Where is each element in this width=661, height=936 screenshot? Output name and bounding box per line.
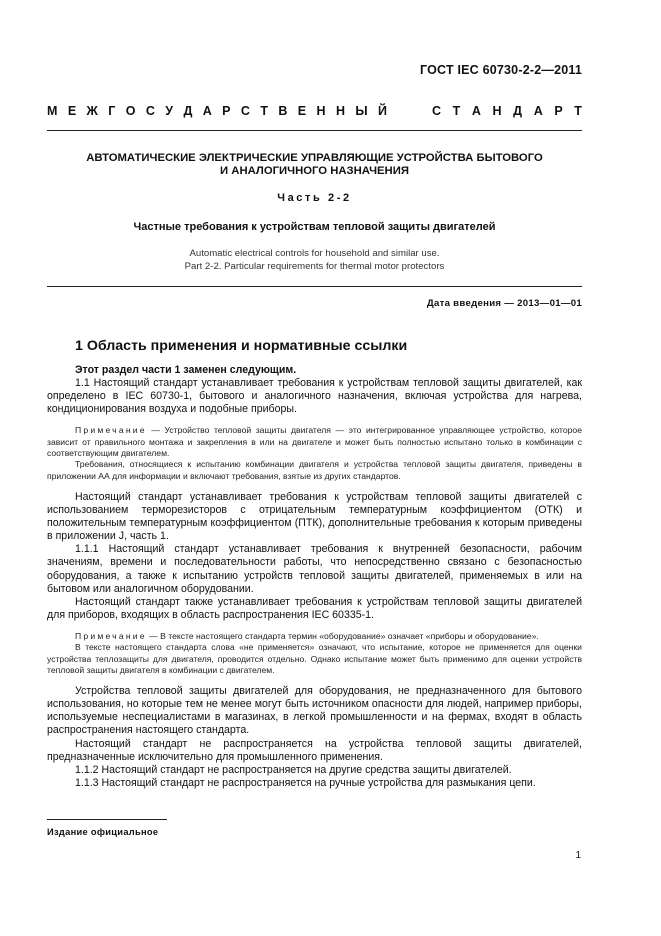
- banner-letter: С: [145, 104, 155, 118]
- banner-letter: Р: [222, 104, 231, 118]
- banner-letter: А: [471, 104, 481, 118]
- footer-divider: [47, 819, 167, 820]
- banner-letter: О: [125, 104, 136, 118]
- banner-letter: Д: [513, 104, 523, 118]
- banner-letter: Е: [67, 104, 77, 118]
- banner-letter: Р: [554, 104, 563, 118]
- paragraph-thermistors: Настоящий стандарт устанавливает требования к устройствам тепловой защиты двигателей с использованием терморезисторов с отрицательным температурным коэффициентом (ОТК) и положительным температурным коэффициентом (ПТК), дополнительные требования к которым приведены в приложении J, часть 1.: [47, 491, 582, 543]
- title-line-2: И АНАЛОГИЧНОГО НАЗНАЧЕНИЯ: [220, 165, 409, 177]
- body-text: [47, 364, 582, 790]
- banner-letter: Н: [335, 104, 345, 118]
- note-label: Примечание: [75, 630, 147, 641]
- page-number: 1: [575, 850, 581, 861]
- paragraph-1-1-2: 1.1.2 Настоящий стандарт не распространяется на другие средства защиты двигателей.: [75, 763, 512, 776]
- part-number: Часть 2-2: [277, 192, 352, 204]
- paragraph-iec60335: Настоящий стандарт также устанавливает требования к устройствам тепловой защиты двигателей для приборов, входящих в область распространения IEC 60335-1.: [47, 595, 582, 621]
- banner-letter: Т: [452, 104, 461, 118]
- header-divider: [47, 130, 582, 131]
- paragraph-1-1-3: 1.1.3 Настоящий стандарт не распространяется на ручные устройства для размыкания цепи.: [75, 776, 536, 789]
- banner-letter: Н: [316, 104, 326, 118]
- note-label: Примечание: [75, 425, 147, 436]
- title-divider: [47, 286, 582, 287]
- english-title-line-2: Part 2-2. Particular requirements for thermal motor protectors: [184, 261, 445, 272]
- edition-label: Издание официальное: [47, 827, 159, 837]
- banner-letter: С: [432, 104, 442, 118]
- banner-letter: А: [533, 104, 543, 118]
- document-subtitle: Частные требования к устройствам тепловой защиты двигателей: [133, 221, 496, 233]
- title-line-1: АВТОМАТИЧЕСКИЕ ЭЛЕКТРИЧЕСКИЕ УПРАВЛЯЮЩИЕ УСТРОЙСТВА БЫТОВОГО: [86, 152, 543, 164]
- note-1: [47, 425, 582, 459]
- banner-letter: Г: [108, 104, 116, 118]
- standard-word: [432, 104, 582, 118]
- interstate-word: [47, 104, 387, 118]
- note-1-continued: Требования, относящиеся к испытанию комбинации двигателя и устройства тепловой защиты двигателя, приведены в приложении АА для информации и включают требования, взятые из других стандартов.: [47, 459, 582, 481]
- paragraph-intro: Этот раздел части 1 заменен следующим.: [75, 364, 297, 376]
- banner-letter: Т: [260, 104, 268, 118]
- banner-letter: Ж: [86, 104, 98, 118]
- english-title: [47, 247, 582, 273]
- banner-letter: У: [165, 104, 174, 118]
- banner-letter: Н: [492, 104, 502, 118]
- introduction-date: Дата введения — 2013—01—01: [426, 298, 582, 309]
- banner-letter: Е: [297, 104, 307, 118]
- english-title-line-1: Automatic electrical controls for household and similar use.: [189, 248, 440, 259]
- banner-letter: Й: [378, 104, 387, 118]
- banner-letter: М: [47, 104, 58, 118]
- note-2: [47, 631, 582, 642]
- note-2-continued: В тексте настоящего стандарта слова «не применяется» означают, что испытание, которое не применяется для оценки устройства теплозащиты для двигателя, проводится отдельно. Однако испытание может быть применимо для оценки устройств тепловой защиты двигателя в комбинации с двигателем.: [47, 642, 582, 675]
- paragraph-1-1: 1.1 Настоящий стандарт устанавливает требования к устройствам тепловой защиты двигателей, как определено в IEC 60730-1, бытового и аналогичного назначения, включая устройства для нагрева, кондиционирования воздуха и подобные приборы.: [47, 377, 582, 416]
- note-text: — Устройство тепловой защиты двигателя — это интегрированное управляющее устройство, которое зависит от правильного монтажа и закрепления в или на двигателе и может быть полностью испытано только в комбинации с соответствующим двигателем.: [47, 425, 582, 458]
- paragraph-industrial: Настоящий стандарт не распространяется на устройства тепловой защиты двигателей, предназначенные исключительно для промышленного применения.: [47, 737, 582, 763]
- document-title: [47, 152, 582, 178]
- banner-letter: Д: [183, 104, 193, 118]
- interstate-standard-banner: [47, 104, 582, 118]
- banner-letter: Т: [574, 104, 582, 118]
- banner-letter: А: [202, 104, 212, 118]
- banner-letter: Ы: [355, 104, 368, 118]
- section-heading: 1 Область применения и нормативные ссылки: [75, 338, 408, 354]
- note-text: — В тексте настоящего стандарта термин «оборудование» означает «приборы и оборудование».: [146, 630, 539, 641]
- paragraph-non-household: Устройства тепловой защиты двигателей для оборудования, не предназначенного для бытового использования, но которые тем не менее могут быть источником опасности для людей, например приборы, используемые неспециалистами в магазинах, в легкой промышленности и на фермах, входят в область распространения настоящего стандарта.: [47, 685, 582, 737]
- banner-letter: В: [278, 104, 288, 118]
- paragraph-1-1-1: 1.1.1 Настоящий стандарт устанавливает требования к внутренней безопасности, рабочим значениям, времени и последовательности работы, что непосредственно связано с безопасностью оборудования, а также к испытанию устройств тепловой защиты двигателей, применяемых в или на бытовом или аналогичном оборудовании.: [47, 543, 582, 595]
- banner-letter: С: [240, 104, 250, 118]
- standard-number: ГОСТ IEC 60730-2-2—2011: [420, 63, 582, 77]
